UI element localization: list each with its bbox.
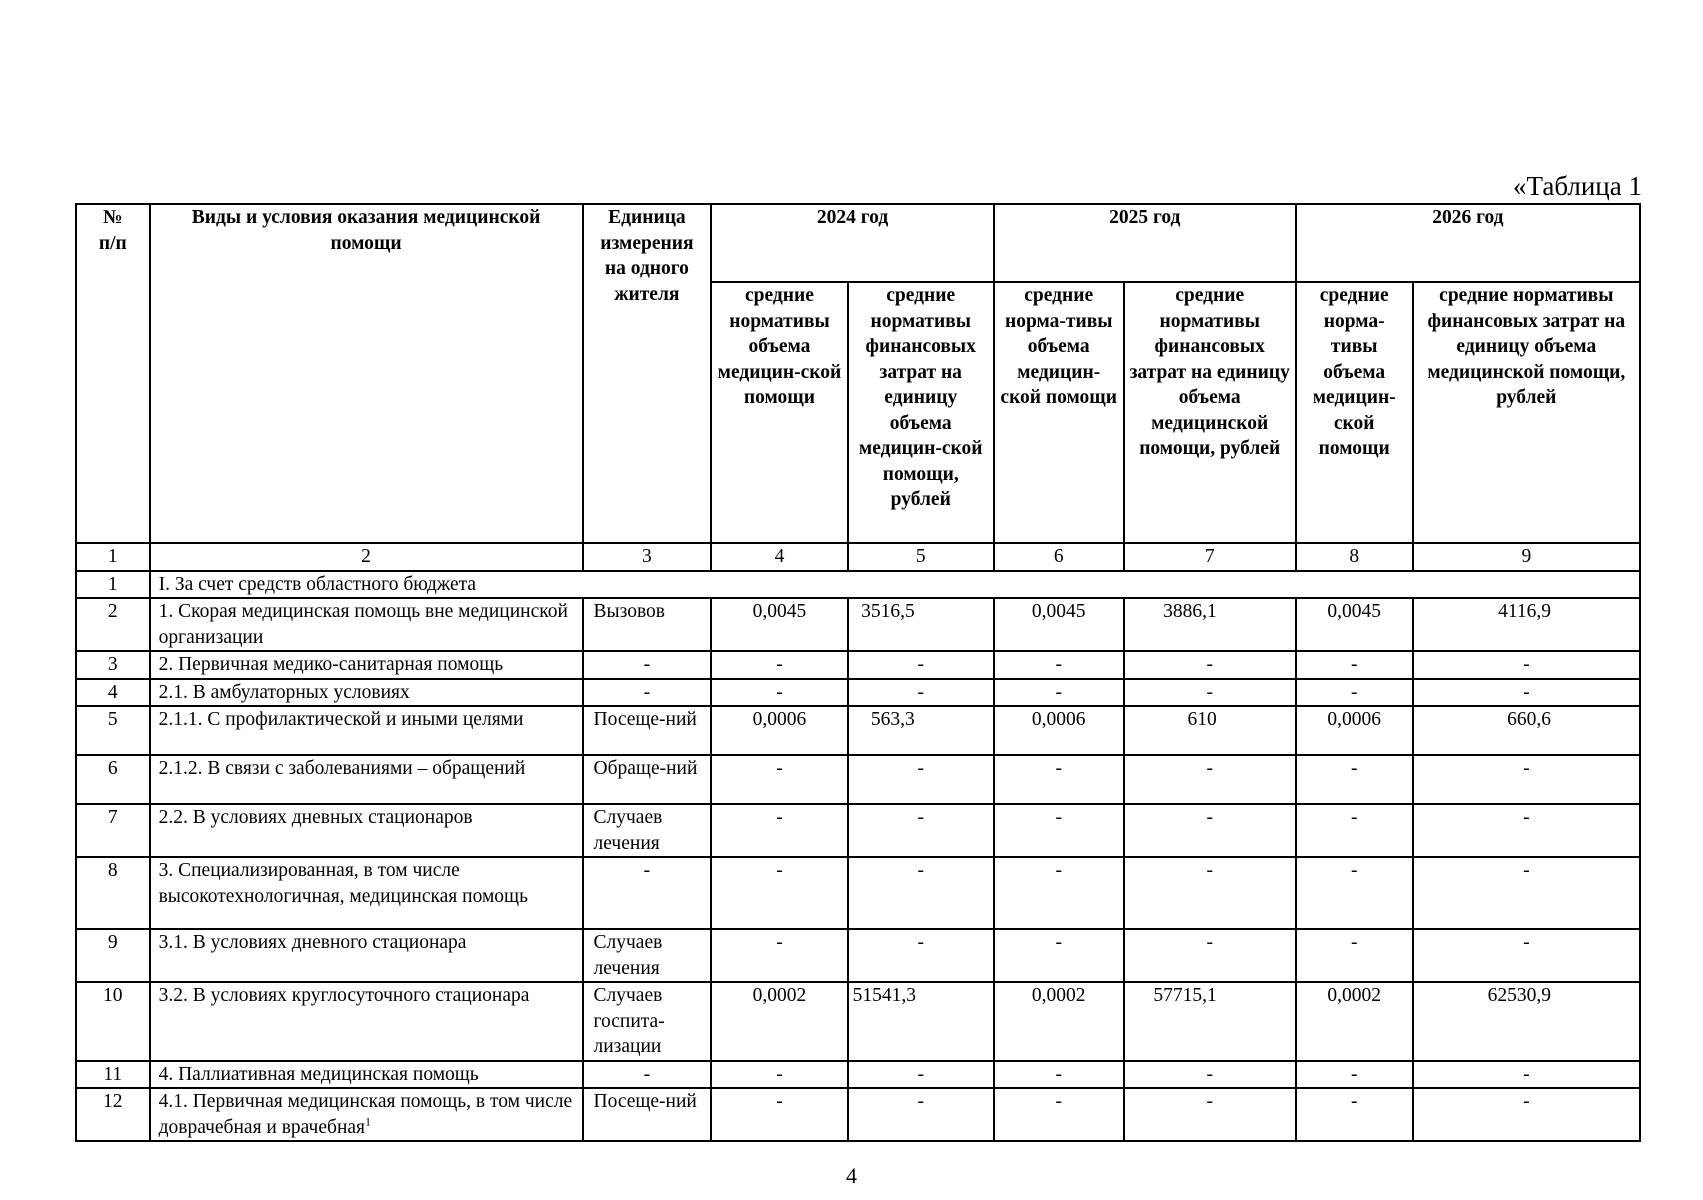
row-name-text: 1. Скорая медицинская помощь вне медицинской организации xyxy=(158,601,568,648)
row-value: - xyxy=(1124,755,1296,804)
row-unit: - xyxy=(583,857,712,929)
row-value: - xyxy=(1413,804,1640,857)
row-name-text: 3.1. В условиях дневного стационара xyxy=(158,932,467,953)
row-name xyxy=(150,1061,583,1089)
row-value: - xyxy=(1124,651,1296,679)
row-name xyxy=(150,679,583,707)
header-cost-2026: средние нормативы финансовых затрат на единицу объема медицинской помощи, рублей xyxy=(1413,282,1640,543)
row-value: - xyxy=(1413,679,1640,707)
row-value: - xyxy=(1413,1088,1640,1141)
row-unit: Посеще-ний xyxy=(583,1088,712,1141)
header-volume-2025: средние норма-тивы объема медицин-ской помощи xyxy=(994,282,1124,543)
header-kind: Виды и условия оказания медицинской помощи xyxy=(150,204,583,543)
row-value: - xyxy=(848,857,994,929)
row-value: - xyxy=(711,929,847,982)
row-name-text: 2.1. В амбулаторных условиях xyxy=(158,681,410,703)
row-value: - xyxy=(1413,857,1640,929)
row-value: 51541,3 xyxy=(848,982,994,1061)
row-name-text: 2. Первичная медико-санитарная помощь xyxy=(158,654,504,675)
row-number: 3 xyxy=(76,651,150,679)
row-value: - xyxy=(711,651,847,679)
table-row xyxy=(76,651,1640,679)
row-value: 0,0006 xyxy=(711,706,847,755)
column-number-row xyxy=(76,543,1640,571)
row-value: - xyxy=(1296,804,1413,857)
row-name xyxy=(150,755,583,804)
row-number: 5 xyxy=(76,706,150,755)
row-name-text: 2.1.2. В связи с заболеваниями – обращений xyxy=(158,758,526,779)
row-value: - xyxy=(1296,929,1413,982)
row-value: - xyxy=(848,929,994,982)
row-unit: Случаев лечения xyxy=(583,929,712,982)
row-value: 4116,9 xyxy=(1413,598,1640,651)
row-value: 62530,9 xyxy=(1413,982,1640,1061)
row-value: 0,0002 xyxy=(994,982,1124,1061)
row-unit: - xyxy=(583,679,712,707)
row-value: 3886,1 xyxy=(1124,598,1296,651)
row-value: 0,0002 xyxy=(1296,982,1413,1061)
row-name-text: 4. Паллиативная медицинская помощь xyxy=(158,1063,479,1085)
row-value: 610 xyxy=(1124,706,1296,755)
row-value: - xyxy=(848,804,994,857)
row-number: 1 xyxy=(76,571,150,599)
row-name-text: 2.2. В условиях дневных стационаров xyxy=(158,807,473,828)
table-caption: «Таблица 1 xyxy=(1513,171,1642,201)
row-value: - xyxy=(711,804,847,857)
column-number: 1 xyxy=(76,543,150,571)
table-row xyxy=(76,571,1640,599)
row-value: 3516,5 xyxy=(848,598,994,651)
table-row xyxy=(76,679,1640,707)
row-number: 7 xyxy=(76,804,150,857)
header-year-2025: 2025 год xyxy=(994,204,1296,282)
row-value: - xyxy=(711,755,847,804)
row-number: 10 xyxy=(76,982,150,1061)
row-value: 660,6 xyxy=(1413,706,1640,755)
row-unit: - xyxy=(583,1061,712,1089)
row-name xyxy=(150,598,583,651)
table-row xyxy=(76,598,1640,651)
column-number: 7 xyxy=(1124,543,1296,571)
row-value: - xyxy=(1296,679,1413,707)
row-number: 9 xyxy=(76,929,150,982)
header-volume-2024: средние нормативы объема медицин-ской помощи xyxy=(711,282,847,543)
row-value: - xyxy=(994,755,1124,804)
row-value: - xyxy=(848,679,994,707)
row-unit: - xyxy=(583,651,712,679)
header-year-2024: 2024 год xyxy=(711,204,993,282)
column-number: 8 xyxy=(1296,543,1413,571)
row-value: - xyxy=(1413,929,1640,982)
row-value: - xyxy=(1296,651,1413,679)
row-value: - xyxy=(711,679,847,707)
header-cost-2025: средние нормативы финансовых затрат на единицу объема медицинской помощи, рублей xyxy=(1124,282,1296,543)
row-value: - xyxy=(994,929,1124,982)
row-name xyxy=(150,571,1640,599)
row-value: - xyxy=(1124,1061,1296,1089)
row-name xyxy=(150,857,583,929)
table-row xyxy=(76,982,1640,1061)
row-name-text: 3.2. В условиях круглосуточного стационара xyxy=(158,985,530,1006)
row-unit: Случаев лечения xyxy=(583,804,712,857)
row-value: - xyxy=(848,1061,994,1089)
table-row xyxy=(76,929,1640,982)
row-name-text: 3. Специализированная, в том числе высокотехнологичная, медицинская помощь xyxy=(158,860,528,907)
row-number: 2 xyxy=(76,598,150,651)
column-number: 2 xyxy=(150,543,583,571)
row-value: - xyxy=(1413,651,1640,679)
row-number: 4 xyxy=(76,679,150,707)
column-number: 9 xyxy=(1413,543,1640,571)
row-value: - xyxy=(1124,857,1296,929)
row-name xyxy=(150,1088,583,1141)
header-unit: Единица измерения на одного жителя xyxy=(583,204,712,543)
row-value: - xyxy=(1296,1088,1413,1141)
row-value: - xyxy=(1124,804,1296,857)
row-value: - xyxy=(994,679,1124,707)
row-value: - xyxy=(1124,679,1296,707)
row-value: 57715,1 xyxy=(1124,982,1296,1061)
row-value: - xyxy=(1413,755,1640,804)
page-number: 4 xyxy=(846,1163,857,1188)
row-value: - xyxy=(848,755,994,804)
row-unit: Вызовов xyxy=(583,598,712,651)
header-volume-2026: средние норма-тивы объема медицин-ской помощи xyxy=(1296,282,1413,543)
row-name xyxy=(150,982,583,1061)
table-row xyxy=(76,1088,1640,1141)
row-value: - xyxy=(994,804,1124,857)
row-value: - xyxy=(848,651,994,679)
row-value: - xyxy=(1296,857,1413,929)
row-value: 563,3 xyxy=(848,706,994,755)
table-row xyxy=(76,706,1640,755)
row-value: - xyxy=(711,1088,847,1141)
row-name xyxy=(150,804,583,857)
table-row xyxy=(76,1061,1640,1089)
row-number: 8 xyxy=(76,857,150,929)
table-row xyxy=(76,755,1640,804)
column-number: 6 xyxy=(994,543,1124,571)
row-value: - xyxy=(1413,1061,1640,1089)
row-name-text: I. За счет средств областного бюджета xyxy=(158,573,477,595)
row-name-text: 2.1.1. С профилактической и иными целями xyxy=(158,709,524,730)
row-name xyxy=(150,929,583,982)
header-cost-2024: средние нормативы финансовых затрат на единицу объема медицин-ской помощи, рублей xyxy=(848,282,994,543)
row-name-text: 4.1. Первичная медицинская помощь, в том числе доврачебная и врачебная xyxy=(158,1091,573,1138)
row-unit: Случаев госпита-лизации xyxy=(583,982,712,1061)
row-name xyxy=(150,651,583,679)
row-value: - xyxy=(994,1088,1124,1141)
row-value: - xyxy=(994,857,1124,929)
row-value: - xyxy=(1124,929,1296,982)
row-name xyxy=(150,706,583,755)
row-unit: Посеще-ний xyxy=(583,706,712,755)
row-value: 0,0045 xyxy=(711,598,847,651)
footnote-marker: 1 xyxy=(365,1114,372,1128)
row-value: 0,0006 xyxy=(1296,706,1413,755)
row-number: 11 xyxy=(76,1061,150,1089)
row-value: 0,0045 xyxy=(994,598,1124,651)
row-value: - xyxy=(1124,1088,1296,1141)
row-number: 6 xyxy=(76,755,150,804)
column-number: 3 xyxy=(583,543,712,571)
row-unit: Обраще-ний xyxy=(583,755,712,804)
row-value: 0,0002 xyxy=(711,982,847,1061)
row-value: - xyxy=(711,1061,847,1089)
column-number: 4 xyxy=(711,543,847,571)
row-value: 0,0045 xyxy=(1296,598,1413,651)
table-row xyxy=(76,857,1640,929)
column-number: 5 xyxy=(848,543,994,571)
row-number: 12 xyxy=(76,1088,150,1141)
row-value: - xyxy=(994,1061,1124,1089)
row-value: - xyxy=(994,651,1124,679)
header-year-2026: 2026 год xyxy=(1296,204,1640,282)
row-value: - xyxy=(1296,1061,1413,1089)
norms-table xyxy=(75,203,1641,1142)
row-value: 0,0006 xyxy=(994,706,1124,755)
table-row xyxy=(76,804,1640,857)
header-num: № п/п xyxy=(76,204,150,543)
row-value: - xyxy=(848,1088,994,1141)
row-value: - xyxy=(711,857,847,929)
row-value: - xyxy=(1296,755,1413,804)
